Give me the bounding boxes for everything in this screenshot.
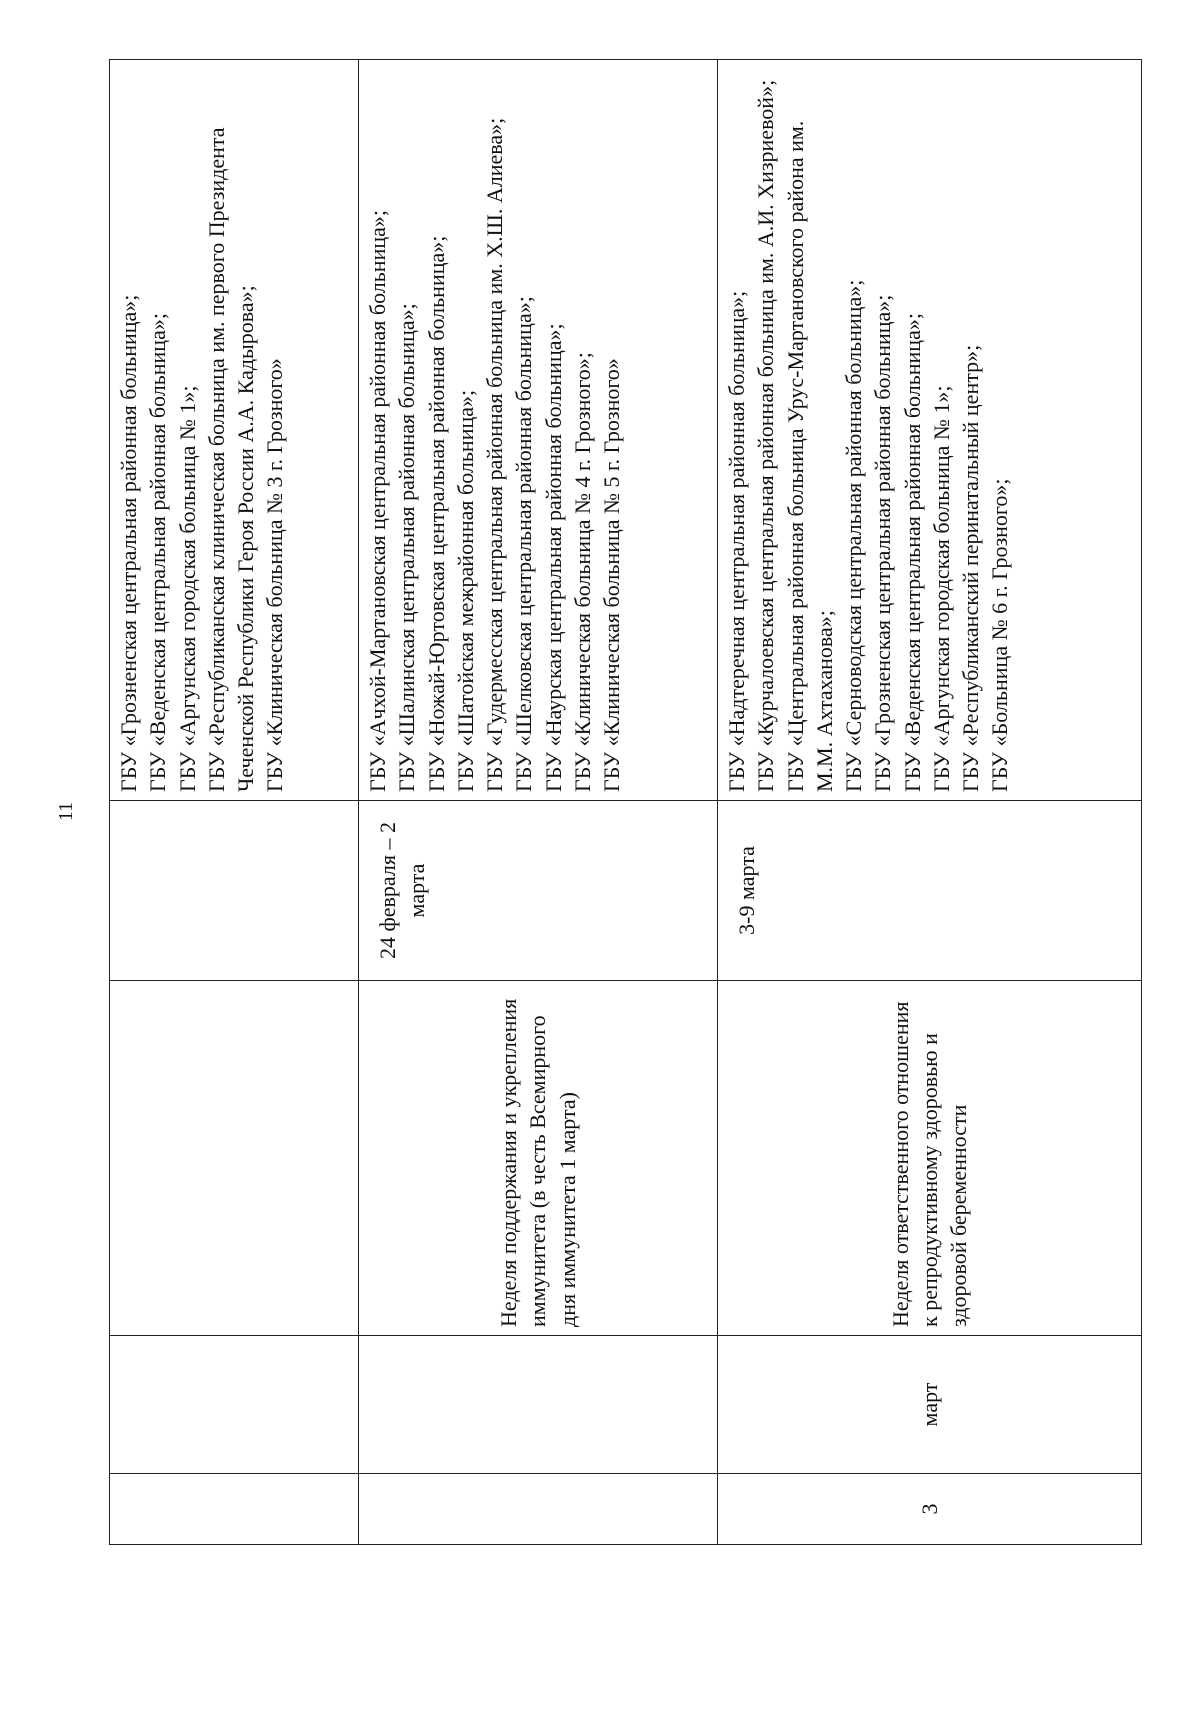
organization-item: ГБУ «Надтеречная центральная районная больница»; [724,290,749,792]
organization-item: ГБУ «Шатойская межрайонная больница»; [452,389,478,792]
organizations-list [722,68,1015,792]
organizations-list [363,68,626,792]
organization-item: ГБУ «Больница № 6 г. Грозного»; [987,478,1013,792]
table-row [110,60,359,1545]
organization-item: ГБУ «Курчалоевская центральная районная больница им. А.И. Хизриевой»; [753,79,779,792]
organizations-cell [718,60,1142,801]
organization-item: ГБУ «Аргунская городская больница № 1»; [174,385,200,792]
organization-item: ГБУ «Шелковская центральная районная больница»; [511,296,537,792]
organization-item: ГБУ «Центральная районная больница Урус-Мартановского района им. М.М. Ахтаханова»; [782,120,837,792]
organizations-list [114,68,290,792]
date-cell: 24 февраля – 2 марта [359,801,718,981]
organization-item: ГБУ «Шалинская центральная районная больница»; [394,303,420,792]
organization-item: ГБУ «Клиническая больница № 4 г. Грозного»; [569,352,595,792]
organization-item: ГБУ «Грозненская центральная районная больница»; [116,294,141,792]
schedule-table [109,59,1142,1545]
date-cell: 3-9 марта [718,801,1142,981]
page-number: 11 [55,801,78,822]
schedule-table-rotated [109,60,1096,1545]
month-cell: март [718,1336,1142,1474]
organization-item: ГБУ «Клиническая больница № 3 г. Грозного» [262,358,288,792]
month-cell [359,1336,718,1474]
organization-item: ГБУ «Серноводская центральная районная больница»; [841,279,866,792]
table-row [359,60,718,1545]
row-number-cell [110,1474,359,1545]
row-number-cell [359,1474,718,1545]
organization-item: ГБУ «Ачхой-Мартановская центральная районная больница»; [365,210,390,792]
event-cell: Неделя поддержания и укрепления иммунитета (в честь Всемирного дня иммунитета 1 марта) [359,981,718,1336]
organization-item: ГБУ «Наурская центральная районная больница»; [540,323,566,792]
event-cell [110,981,359,1336]
organizations-cell [359,60,718,801]
organizations-cell [110,60,359,801]
organization-item: ГБУ «Веденская центральная районная больница»; [145,313,171,792]
table-row [718,60,1142,1545]
organization-item: ГБУ «Веденская центральная районная больница»; [899,313,925,792]
organization-item: ГБУ «Гудермесская центральная районная больница им. Х.Ш. Алиева»; [482,117,507,792]
row-number-cell: 3 [718,1474,1142,1545]
organization-item: ГБУ «Республиканский перинатальный центр»; [958,344,983,792]
organization-item: ГБУ «Республиканская клиническая больница им. первого Президента Чеченской Республики Героя России А.А. Кадырова»; [203,127,258,792]
organization-item: ГБУ «Ножай-Юртовская центральная районная больница»; [423,235,449,792]
organization-item: ГБУ «Грозненская центральная районная больница»; [870,294,896,792]
organization-item: ГБУ «Клиническая больница № 5 г. Грозного» [599,358,624,792]
event-cell: Неделя ответственного отношения к репродуктивному здоровью и здоровой беременности [718,981,1142,1336]
month-cell [110,1336,359,1474]
date-cell [110,801,359,981]
organization-item: ГБУ «Аргунская городская больница № 1»; [928,385,954,792]
